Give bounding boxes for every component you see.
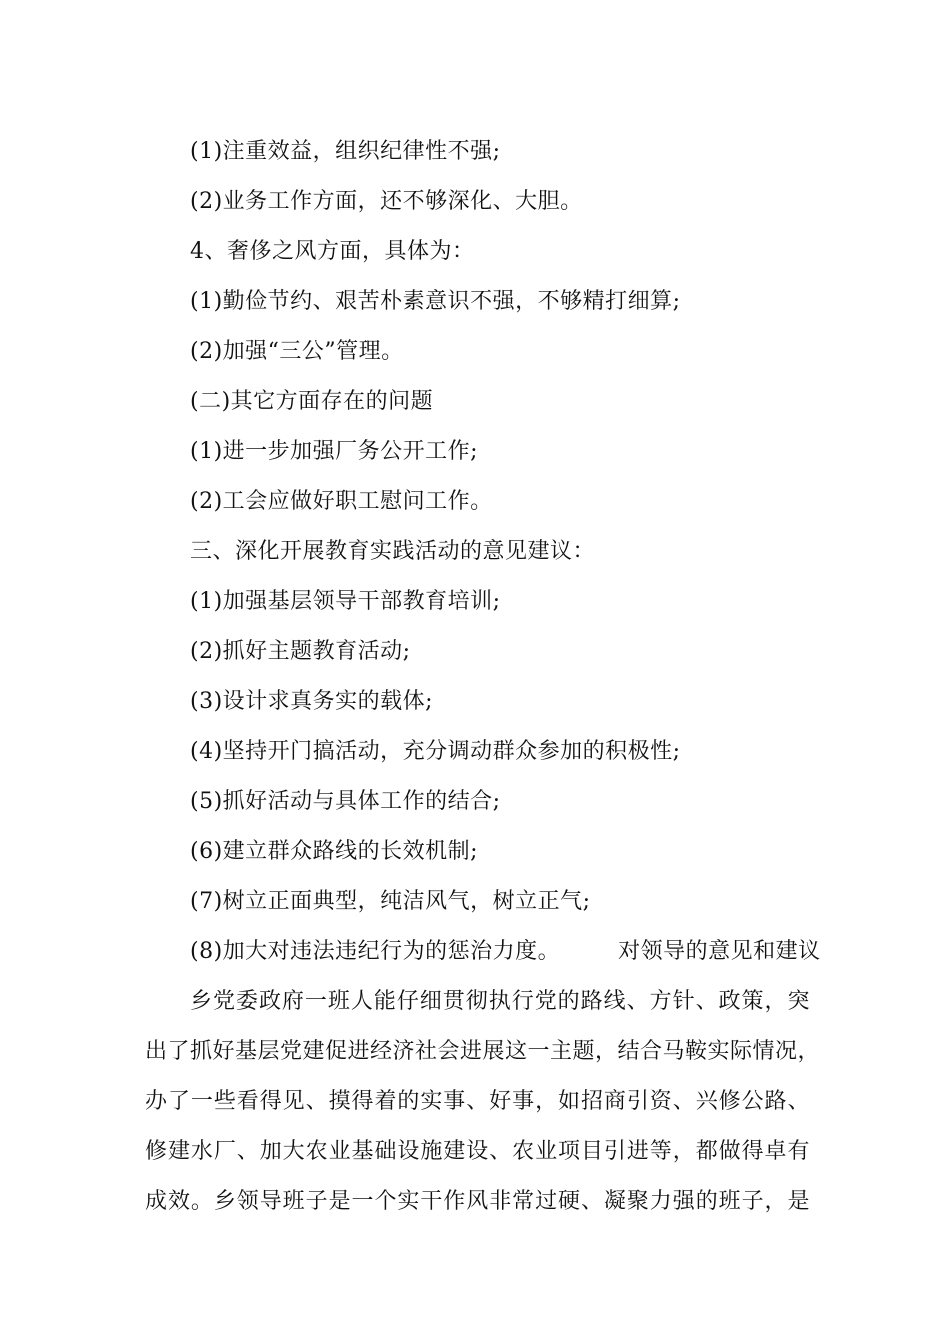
list-item: (1)进一步加强厂务公开工作; <box>190 439 479 464</box>
list-item: (7)树立正面典型，纯洁风气，树立正气; <box>190 889 591 914</box>
list-item: (2)工会应做好职工慰问工作。 <box>190 489 493 514</box>
paragraph-line: 修建水厂、加大农业基础设施建设、农业项目引进等，都做得卓有 <box>145 1139 810 1164</box>
list-item: (3)设计求真务实的载体; <box>190 689 434 714</box>
list-item: (8)加大对违法违纪行为的惩治力度。 <box>190 939 561 964</box>
paragraph-line: 乡党委政府一班人能仔细贯彻执行党的路线、方针、政策，突 <box>190 989 810 1014</box>
paragraph-line: 出了抓好基层党建促进经济社会进展这一主题，结合马鞍实际情况， <box>145 1039 821 1064</box>
paragraph-line: 成效。乡领导班子是一个实干作风非常过硬、凝聚力强的班子，是 <box>145 1189 810 1214</box>
section-heading: 对领导的意见和建议 <box>618 939 821 964</box>
list-item-with-heading <box>190 937 821 967</box>
list-item: (5)抓好活动与具体工作的结合; <box>190 789 501 814</box>
list-item: (1)加强基层领导干部教育培训; <box>190 589 501 614</box>
list-item: (4)坚持开门搞活动，充分调动群众参加的积极性; <box>190 739 681 764</box>
list-heading: 4、奢侈之风方面，具体为： <box>190 239 475 264</box>
list-item: (2)加强“三公”管理。 <box>190 339 404 364</box>
list-item: (2)抓好主题教育活动; <box>190 639 411 664</box>
list-heading: (二)其它方面存在的问题 <box>190 389 434 414</box>
paragraph-line: 办了一些看得见、摸得着的实事、好事，如招商引资、兴修公路、 <box>145 1089 810 1114</box>
list-heading: 三、深化开展教育实践活动的意见建议： <box>190 539 596 564</box>
list-item: (6)建立群众路线的长效机制; <box>190 839 479 864</box>
list-item: (1)勤俭节约、艰苦朴素意识不强，不够精打细算; <box>190 289 681 314</box>
list-item: (1)注重效益，组织纪律性不强; <box>190 139 501 164</box>
list-item: (2)业务工作方面，还不够深化、大胆。 <box>190 189 583 214</box>
